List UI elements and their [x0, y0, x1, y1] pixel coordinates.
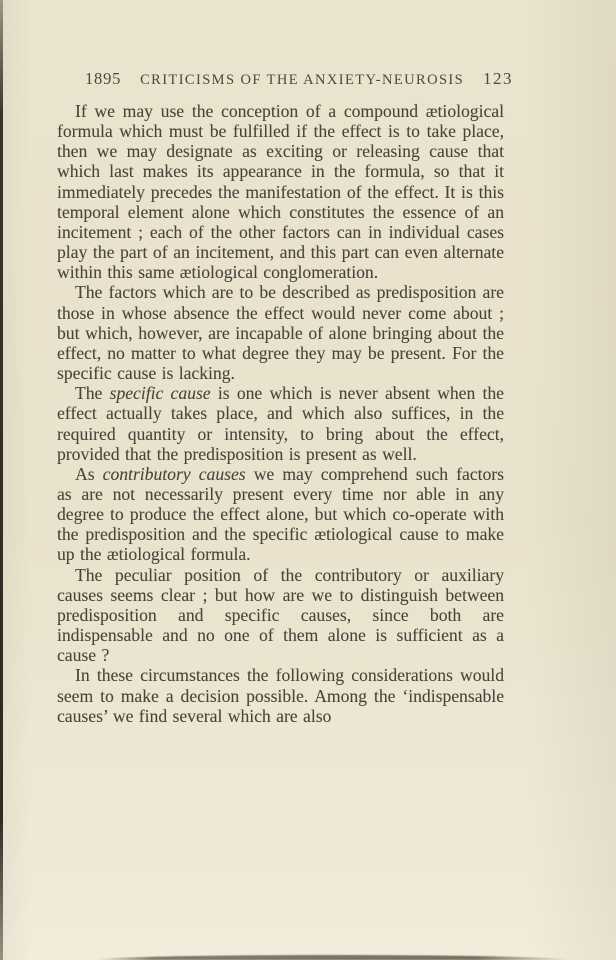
text-run: If we may use the conception of a compound ætiological formula which must be fulfilled if the effect is to take place, then we may designate as exciting or releasing cause that which last makes its appearance in the formula, so that it immediately precedes the manifestation of the effect. It is this temporal element alone which constitutes the essence of an incitement ; each of the other factors can in individual cases play the part of an incitement, and this part can even alternate within this same ætiological conglomeration.: [57, 101, 504, 283]
paragraph: [57, 101, 504, 282]
text-run: The peculiar position of the contributory or auxiliary causes seems clear ; but how are we to distinguish between predisposition and specific causes, since both are indispensable and no one of them alone is sufficient as a cause ?: [57, 564, 504, 666]
paragraph: [57, 565, 504, 666]
running-header: [85, 69, 513, 89]
text-run: is one which is never absent when the effect actually takes place, and which also suffices, in the required quantity or intensity, to bring about the effect, provided that the predisposition is present as well.: [57, 383, 504, 464]
paragraph: [57, 464, 504, 565]
paragraph: [57, 383, 504, 464]
text-run: we may comprehend such factors as are not necessarily present every time nor able in any degree to produce the effect alone, but which co-operate with the predisposition and the specific ætiological cause to make up the ætiological formula.: [57, 463, 504, 565]
text-run: The factors which are to be described as predisposition are those in whose absence the effect would never come about ; but which, however, are incapable of alone bringing about the effect, no matter to what degree they may be present. For the specific cause is lacking.: [57, 282, 504, 384]
italic-text-run: contributory causes: [102, 463, 246, 484]
page-body-text: [57, 101, 504, 726]
paragraph: [57, 665, 504, 725]
header-title: CRITICISMS OF THE ANXIETY-NEUROSIS: [140, 72, 465, 88]
text-run: The: [75, 383, 110, 404]
page-bottom-edge-shadow: [95, 955, 571, 960]
scan-left-edge-shadow: [0, 0, 3, 960]
text-run: As: [75, 463, 103, 484]
text-run: In these circumstances the following considerations would seem to make a decision possible. Among the ‘indispensable causes’ we find several which are also: [57, 665, 504, 726]
header-year: 1895: [85, 69, 122, 88]
header-page-number: 123: [483, 69, 513, 88]
italic-text-run: specific cause: [109, 383, 211, 404]
paragraph: [57, 282, 504, 383]
